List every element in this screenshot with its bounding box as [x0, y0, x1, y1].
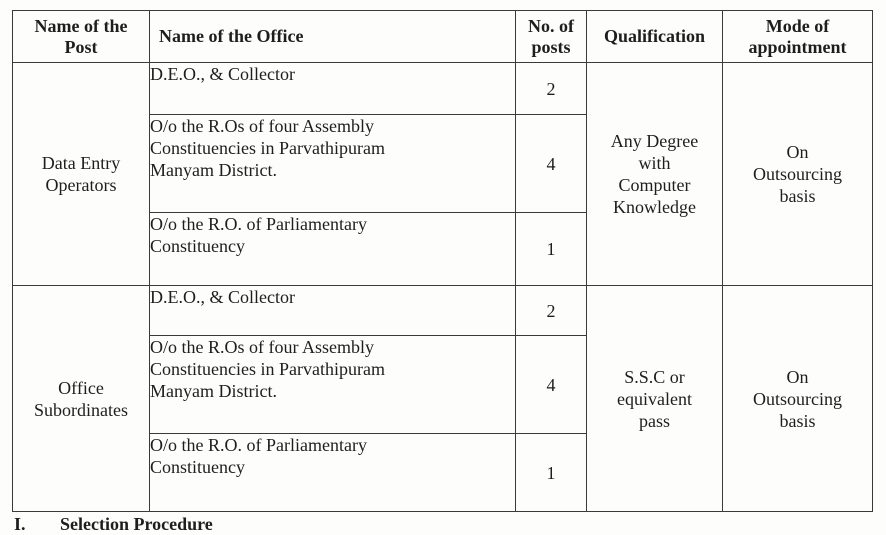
mode-of-appointment-cell: On Outsourcing basis [723, 63, 873, 286]
posts-count-cell: 4 [516, 115, 587, 213]
qualification-cell: S.S.C or equivalent pass [587, 286, 723, 512]
posts-count-cell: 4 [516, 336, 587, 434]
table-row [13, 286, 873, 336]
header-post-name: Name of the Post [13, 11, 150, 63]
office-name-cell: D.E.O., & Collector [150, 286, 516, 336]
office-name-cell: O/o the R.O. of Parliamentary Constituency [150, 213, 516, 286]
post-name-cell: Data Entry Operators [13, 63, 150, 286]
posts-count-cell: 1 [516, 213, 587, 286]
office-name-cell: O/o the R.Os of four Assembly Constituencies in Parvathipuram Manyam District. [150, 115, 516, 213]
mode-of-appointment-cell: On Outsourcing basis [723, 286, 873, 512]
posts-count-cell: 2 [516, 286, 587, 336]
header-office-name: Name of the Office [150, 11, 516, 63]
office-name-cell: O/o the R.O. of Parliamentary Constituency [150, 434, 516, 512]
qualification-cell: Any Degree with Computer Knowledge [587, 63, 723, 286]
header-qualification: Qualification [587, 11, 723, 63]
section-title: Selection Procedure [60, 514, 213, 534]
office-name-cell: D.E.O., & Collector [150, 63, 516, 115]
header-no-of-posts: No. of posts [516, 11, 587, 63]
section-heading-selection-procedure [14, 514, 213, 535]
header-row [13, 11, 873, 63]
posts-count-cell: 1 [516, 434, 587, 512]
header-mode-of-appointment: Mode of appointment [723, 11, 873, 63]
post-name-cell: Office Subordinates [13, 286, 150, 512]
posts-count-cell: 2 [516, 63, 587, 115]
office-name-cell: O/o the R.Os of four Assembly Constituencies in Parvathipuram Manyam District. [150, 336, 516, 434]
section-numeral: I. [14, 514, 26, 534]
recruitment-table [12, 10, 873, 512]
table-row [13, 63, 873, 115]
